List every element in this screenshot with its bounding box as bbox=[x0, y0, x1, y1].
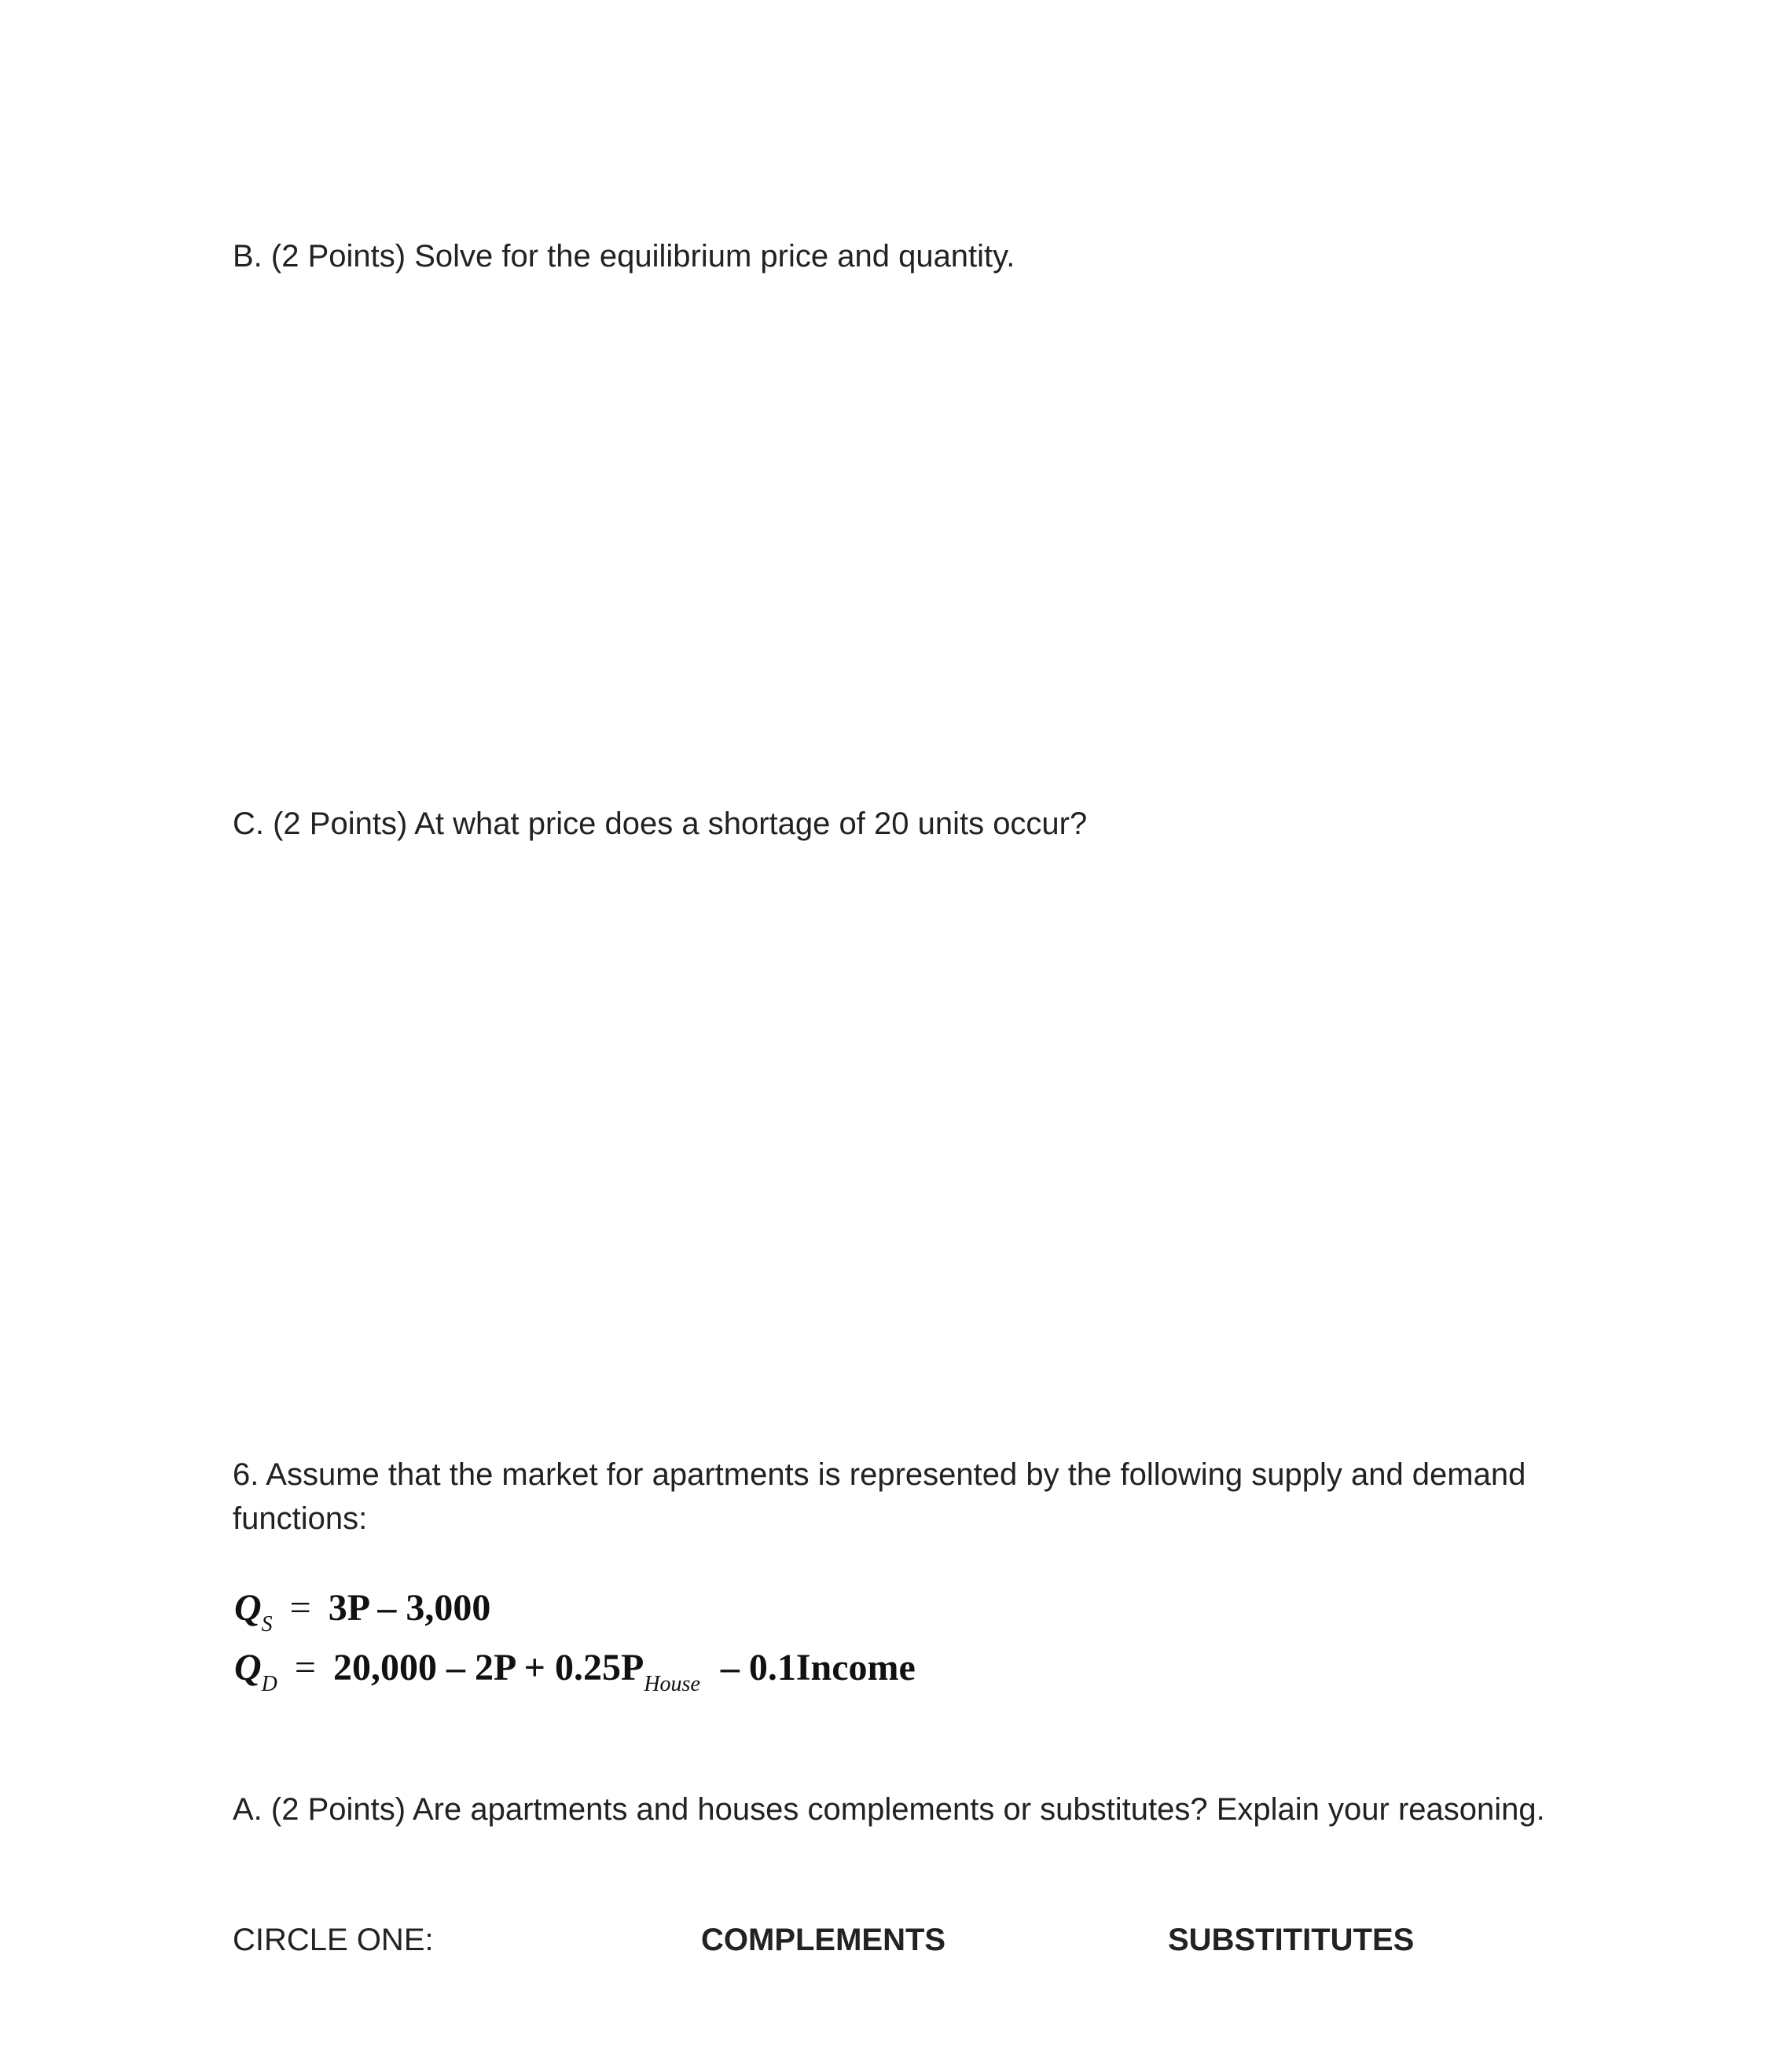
circle-one-row bbox=[0, 1918, 1777, 1965]
demand-lhs-sub: D bbox=[261, 1672, 277, 1696]
supply-lhs-sub: S bbox=[261, 1612, 273, 1637]
demand-lhs-var: Q bbox=[234, 1647, 262, 1688]
supply-eq-sign: = bbox=[289, 1587, 311, 1629]
problem-6-intro: 6. Assume that the market for apartments is represented by the following supply and demand functions: bbox=[233, 1457, 1526, 1536]
circle-one-label: CIRCLE ONE: bbox=[233, 1923, 434, 1957]
option-substitutes[interactable]: SUBSTITITUTES bbox=[1168, 1923, 1415, 1957]
supply-equation bbox=[234, 1585, 490, 1637]
question-b: B. (2 Points) Solve for the equilibrium price and quantity. bbox=[233, 239, 1015, 274]
option-complements[interactable]: COMPLEMENTS bbox=[701, 1923, 946, 1957]
demand-rhs-part1: 20,000 – 2P + 0.25P bbox=[332, 1647, 644, 1688]
demand-rhs-part2: – 0.1Income bbox=[720, 1647, 916, 1688]
demand-eq-sign: = bbox=[294, 1647, 316, 1688]
supply-rhs: 3P – 3,000 bbox=[328, 1587, 491, 1629]
supply-lhs-var: Q bbox=[234, 1587, 262, 1629]
question-a: A. (2 Points) Are apartments and houses complements or substitutes? Explain your reasoning. bbox=[233, 1792, 1545, 1827]
demand-rhs-sub: House bbox=[644, 1672, 700, 1696]
question-c: C. (2 Points) At what price does a shortage of 20 units occur? bbox=[233, 806, 1088, 841]
demand-equation bbox=[234, 1644, 916, 1697]
